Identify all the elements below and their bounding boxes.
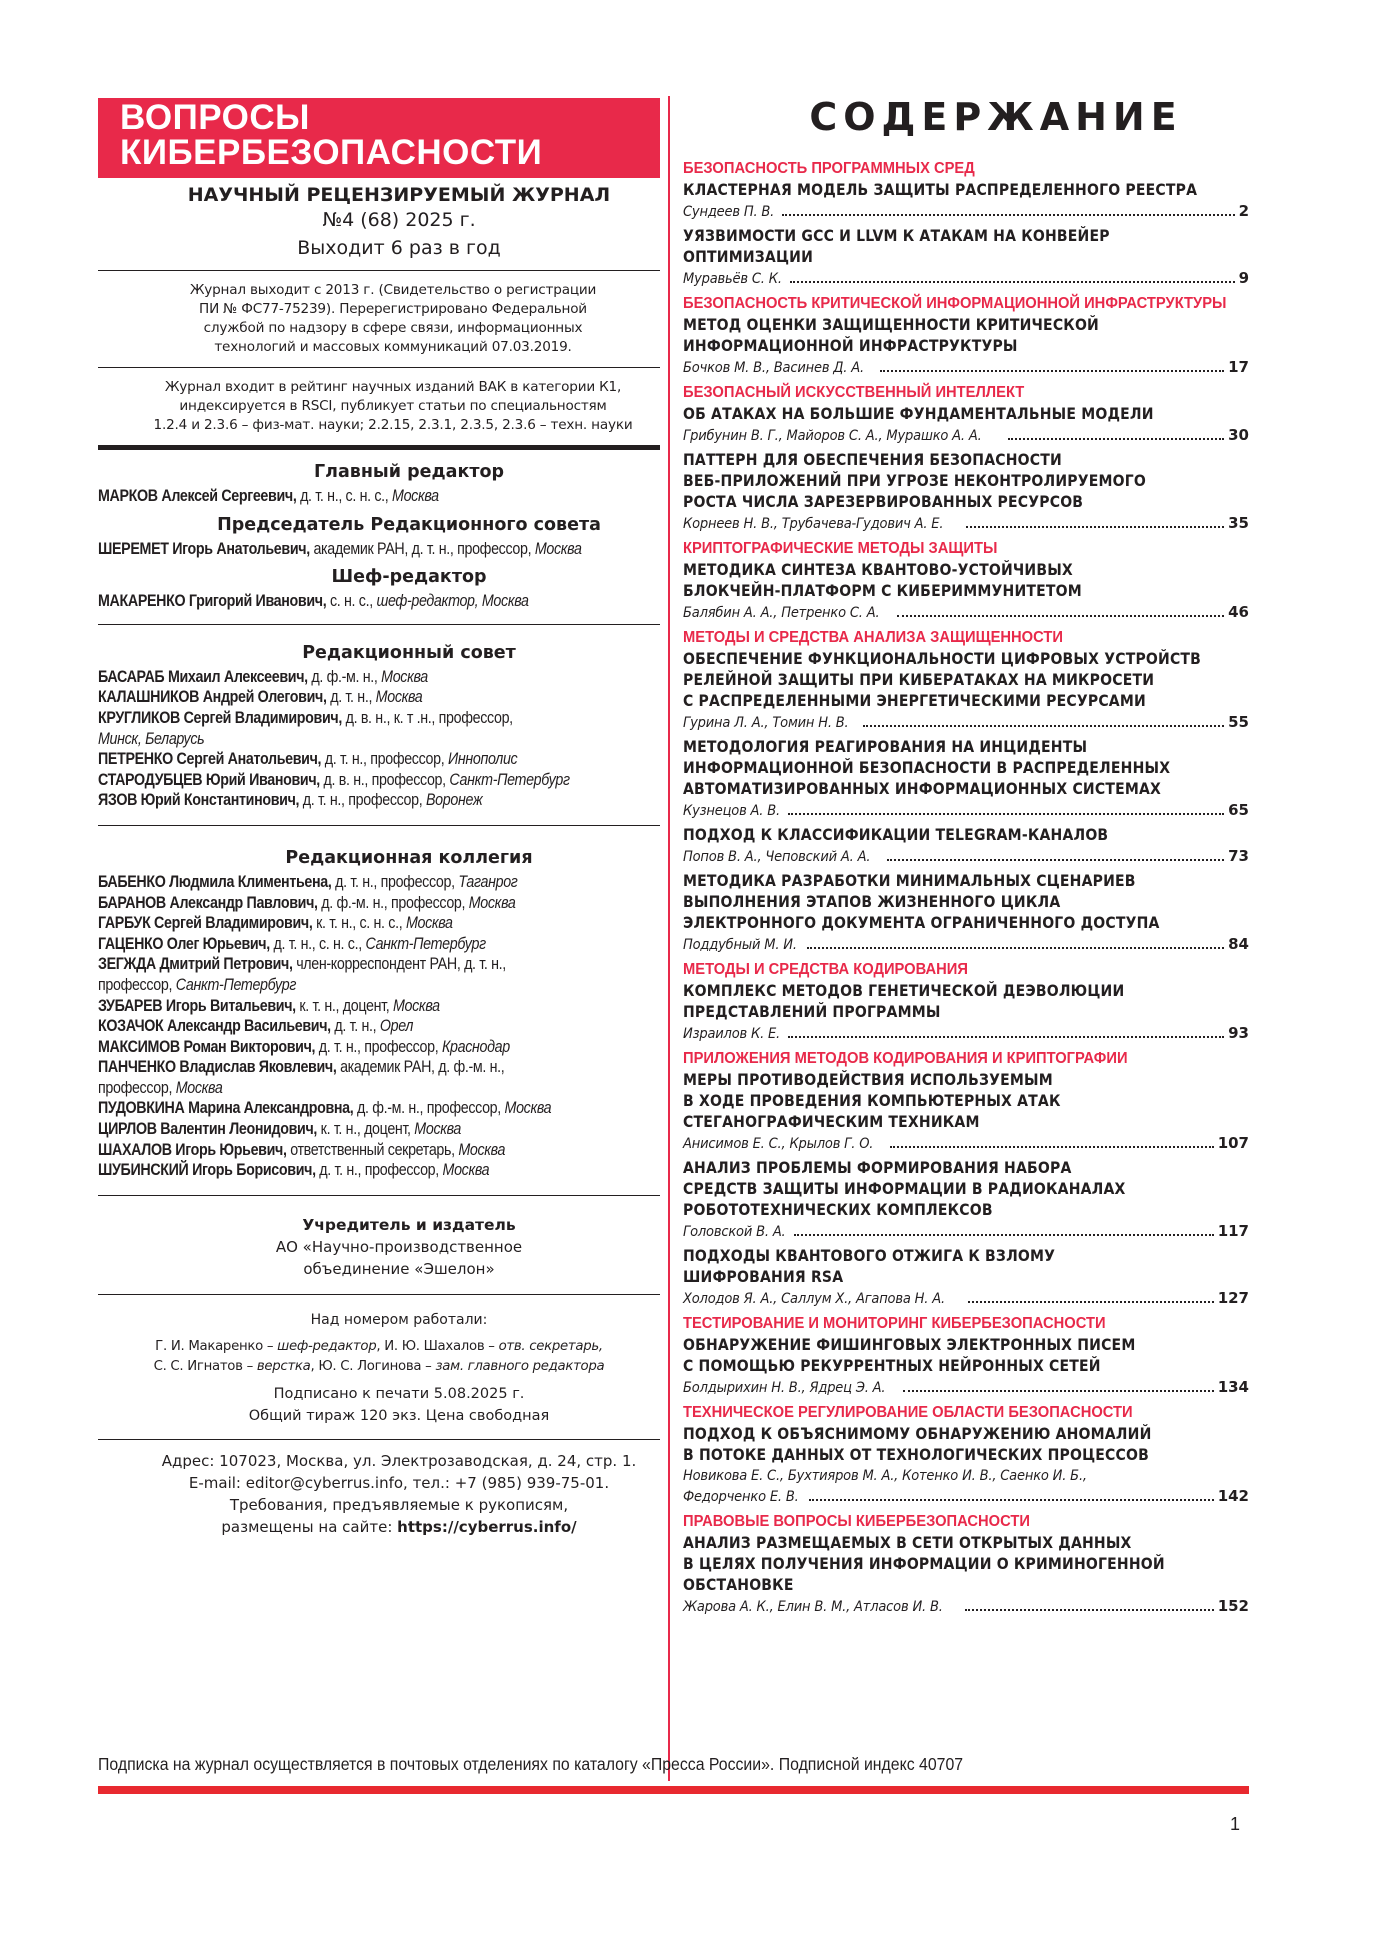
person-degree: ответственный секретарь,	[286, 1139, 459, 1159]
article-page: 46	[1228, 603, 1249, 621]
toc-article[interactable]	[683, 1424, 1249, 1507]
article-title: ШИФРОВАНИЯ RSA	[683, 1268, 844, 1286]
dot-leader	[809, 1499, 1214, 1501]
article-authors-line	[683, 1221, 1249, 1242]
article-title: ВЕБ-ПРИЛОЖЕНИЙ ПРИ УГРОЗЕ НЕКОНТРОЛИРУЕМОГО	[683, 472, 1147, 490]
member-entry	[98, 749, 659, 770]
article-title: МЕТОДИКА СИНТЕЗА КВАНТОВО-УСТОЙЧИВЫХ	[683, 561, 1073, 579]
member-entry-continued	[98, 975, 659, 996]
person-degree: д. ф.-м. н., профессор,	[353, 1098, 505, 1118]
publisher-line: АО «Научно-производственное	[275, 1237, 523, 1256]
person-city: Орел	[379, 1016, 414, 1036]
person-degree: академик РАН, д. ф.-м. н.,	[336, 1057, 505, 1077]
member-entry	[98, 1037, 659, 1058]
dot-leader	[890, 1146, 1214, 1148]
dot-leader	[880, 370, 1224, 372]
article-authors-line	[683, 1596, 1249, 1617]
article-authors: Федорченко Е. В.	[683, 1489, 799, 1505]
person-degree: с. н. с.,	[326, 591, 377, 611]
article-authors: Бочков М. В., Васинев Д. А.	[683, 360, 864, 376]
registration-line: технологий и массовых коммуникаций 07.03.2019.	[214, 339, 572, 355]
article-authors: Болдырихин Н. В., Ядрец Э. А.	[683, 1380, 886, 1396]
person-degree: д. т. н., профессор,	[299, 790, 426, 810]
toc-article[interactable]	[683, 404, 1249, 446]
dot-leader	[788, 1036, 1224, 1038]
person-city: Москва	[458, 1139, 506, 1159]
chief-editor-heading: Главный редактор	[313, 462, 505, 482]
person-city: Санкт-Петербург	[449, 769, 570, 789]
indexing-line: Журнал входит в рейтинг научных изданий ВАК в категории К1,	[164, 379, 622, 395]
crew-name: Г. И. Макаренко –	[155, 1338, 278, 1354]
article-authors-line	[683, 1377, 1249, 1398]
crew-role: отв. секретарь,	[498, 1338, 603, 1354]
member-entry	[98, 1140, 659, 1161]
article-title: СРЕДСТВ ЗАЩИТЫ ИНФОРМАЦИИ В РАДИОКАНАЛАХ	[683, 1180, 1126, 1198]
article-title: РОСТА ЧИСЛА ЗАРЕЗЕРВИРОВАННЫХ РЕСУРСОВ	[683, 493, 1084, 511]
person-name: БАБЕНКО Людмила Климентьена,	[98, 871, 332, 891]
indexing-line: индексируется в RSCI, публикует статьи по специальностям	[179, 398, 607, 414]
dot-leader	[1008, 438, 1225, 440]
registration-line: Журнал выходит с 2013 г. (Свидетельство о регистрации	[189, 282, 597, 298]
person-city: Таганрог	[458, 871, 518, 891]
person-degree: академик РАН, д. т. н., профессор,	[309, 538, 535, 558]
article-authors-line	[683, 934, 1249, 955]
article-title: МЕТОДИКА РАЗРАБОТКИ МИНИМАЛЬНЫХ СЦЕНАРИЕВ	[683, 872, 1136, 890]
article-page: 65	[1228, 801, 1249, 819]
crew-role: зам. главного редактора	[435, 1358, 605, 1374]
member-entry	[98, 687, 659, 708]
dot-leader	[968, 1301, 1214, 1303]
article-title: ПАТТЕРН ДЛЯ ОБЕСПЕЧЕНИЯ БЕЗОПАСНОСТИ	[683, 451, 1062, 469]
member-entry-continued	[98, 1078, 659, 1099]
article-authors: Холодов Я. А., Саллум Х., Агапова Н. А.	[683, 1291, 945, 1307]
article-authors-line	[683, 602, 1249, 623]
dot-leader	[794, 1234, 1213, 1236]
person-city: Москва	[405, 913, 453, 933]
person-name: БАРАНОВ Александр Павлович,	[98, 892, 318, 912]
person-city: Москва	[534, 538, 582, 558]
article-title: ВЫПОЛНЕНИЯ ЭТАПОВ ЖИЗНЕННОГО ЦИКЛА	[683, 893, 1061, 911]
journal-masthead	[98, 98, 660, 178]
person-degree: д. т. н., профессор,	[315, 1160, 443, 1180]
person-degree: д. т. н., с. н. с.,	[269, 933, 366, 953]
article-title: ПОДХОД К ОБЪЯСНИМОМУ ОБНАРУЖЕНИЮ АНОМАЛИЙ	[683, 1425, 1152, 1443]
crew-name: , Ю. С. Логинова –	[310, 1358, 436, 1374]
council-chair-heading: Председатель Редакционного совета	[217, 514, 601, 535]
person-name: СТАРОДУБЦЕВ Юрий Иванович,	[98, 769, 320, 789]
article-title: АНАЛИЗ РАЗМЕЩАЕМЫХ В СЕТИ ОТКРЫТЫХ ДАННЫХ	[683, 1534, 1132, 1552]
article-title: ОБЕСПЕЧЕНИЕ ФУНКЦИОНАЛЬНОСТИ ЦИФРОВЫХ УСТРОЙСТВ	[683, 650, 1202, 668]
person-degree: д. т. н.,	[326, 687, 376, 707]
dot-leader	[966, 526, 1224, 528]
article-title: КОМПЛЕКС МЕТОДОВ ГЕНЕТИЧЕСКОЙ ДЕЭВОЛЮЦИИ	[683, 982, 1125, 1000]
article-title: РОБОТОТЕХНИЧЕСКИХ КОМПЛЕКСОВ	[683, 1201, 993, 1219]
toc-article[interactable]	[683, 315, 1249, 378]
article-page: 93	[1228, 1024, 1249, 1042]
person-name: КАЛАШНИКОВ Андрей Олегович,	[98, 687, 327, 707]
article-page: 2	[1238, 202, 1249, 220]
toc-article[interactable]	[683, 1070, 1249, 1154]
article-authors-line	[683, 846, 1249, 867]
member-entry	[98, 708, 659, 729]
article-page: 30	[1228, 426, 1249, 444]
person-city: Иннополис	[447, 749, 518, 769]
article-title: ИНФОРМАЦИОННОЙ БЕЗОПАСНОСТИ В РАСПРЕДЕЛЕННЫХ	[683, 759, 1171, 777]
dot-leader	[788, 813, 1224, 815]
crew-heading: Над номером работали:	[310, 1311, 488, 1328]
person-name: ЗУБАРЕВ Игорь Витальевич,	[98, 995, 296, 1015]
member-entry	[98, 893, 659, 914]
toc-category: ПРИЛОЖЕНИЯ МЕТОДОВ КОДИРОВАНИЯ И КРИПТОГРАФИИ	[683, 1050, 1128, 1067]
person-city: Краснодар	[441, 1036, 510, 1056]
member-entry	[98, 954, 659, 975]
person-city: Москва	[381, 666, 428, 686]
council-heading: Редакционный совет	[302, 642, 516, 663]
person-name: МАКСИМОВ Роман Викторович,	[98, 1036, 316, 1056]
article-authors-line	[683, 1466, 1249, 1486]
crew-name: , И. Ю. Шахалов –	[376, 1338, 499, 1354]
article-authors: Израилов К. Е.	[683, 1026, 781, 1042]
toc-category: МЕТОДЫ И СРЕДСТВА АНАЛИЗА ЗАЩИЩЕННОСТИ	[683, 629, 1063, 646]
person-name: ЦИРЛОВ Валентин Леонидович,	[98, 1119, 318, 1139]
site-prefix: размещены на сайте:	[221, 1517, 398, 1536]
footer-red-bar	[98, 1786, 1249, 1794]
article-page: 142	[1217, 1487, 1249, 1505]
person-name: ГАЦЕНКО Олег Юрьевич,	[98, 933, 270, 953]
person-city: Москва	[392, 486, 439, 505]
article-title: ОБ АТАКАХ НА БОЛЬШИЕ ФУНДАМЕНТАЛЬНЫЕ МОДЕЛИ	[683, 405, 1154, 423]
article-title: АВТОМАТИЗИРОВАННЫХ ИНФОРМАЦИОННЫХ СИСТЕМАХ	[683, 780, 1162, 798]
subscription-info: Подписка на журнал осуществляется в почтовых отделениях по каталогу «Пресса России». Подписной индекс 40707	[98, 1754, 964, 1774]
article-title: ОПТИМИЗАЦИИ	[683, 248, 814, 266]
person-city: Санкт-Петербург	[175, 974, 297, 994]
person-name: МАКАРЕНКО Григорий Иванович,	[98, 591, 327, 611]
toc-article[interactable]	[683, 450, 1249, 534]
person-name: ЗЕГЖДА Дмитрий Петрович,	[98, 954, 293, 974]
circulation: Общий тираж 120 экз. Цена свободная	[248, 1407, 550, 1424]
member-entry	[98, 996, 659, 1017]
article-page: 35	[1228, 514, 1249, 532]
publisher-heading: Учредитель и издатель	[302, 1215, 516, 1234]
person-city: Москва	[414, 1119, 462, 1139]
member-entry	[98, 1160, 659, 1181]
person-name: ГАРБУК Сергей Владимирович,	[98, 913, 313, 933]
person-city: Воронеж	[425, 790, 483, 810]
member-entry	[98, 872, 659, 893]
toc-article[interactable]	[683, 981, 1249, 1044]
dot-leader	[897, 615, 1225, 617]
toc-category: БЕЗОПАСНЫЙ ИСКУССТВЕННЫЙ ИНТЕЛЛЕКТ	[683, 384, 1025, 401]
site-line	[138, 1516, 660, 1538]
person-degree: к. т. н., доцент,	[317, 1119, 415, 1139]
member-entry	[98, 667, 659, 688]
person-degree: д. в. н., к. т .н., профессор,	[341, 707, 513, 727]
person-city: Минск, Беларусь	[98, 728, 205, 748]
person-degree: профессор,	[98, 974, 176, 994]
article-authors: Сундеев П. В.	[683, 204, 775, 220]
article-title: В ЦЕЛЯХ ПОЛУЧЕНИЯ ИНФОРМАЦИИ О КРИМИНОГЕННОЙ	[683, 1555, 1165, 1573]
member-entry	[98, 1119, 659, 1140]
article-authors-line	[683, 1023, 1249, 1044]
article-page: 9	[1238, 269, 1249, 287]
article-authors: Грибунин В. Г., Майоров С. А., Мурашко А. А.	[683, 428, 982, 444]
person-name: ПАНЧЕНКО Владислав Яковлевич,	[98, 1057, 337, 1077]
board-heading: Редакционная коллегия	[285, 847, 533, 868]
person-name: ШАХАЛОВ Игорь Юрьевич,	[98, 1139, 287, 1159]
article-page: 84	[1228, 935, 1249, 953]
article-title: В ПОТОКЕ ДАННЫХ ОТ ТЕХНОЛОГИЧЕСКИХ ПРОЦЕССОВ	[683, 1446, 1150, 1464]
person-degree: к. т. н., доцент,	[295, 995, 394, 1015]
journal-subtitle: НАУЧНЫЙ РЕЦЕНЗИРУЕМЫЙ ЖУРНАЛ	[187, 184, 611, 206]
requirements: Требования, предъявляемые к рукописям,	[229, 1495, 569, 1514]
person-name: ЯЗОВ Юрий Константинович,	[98, 790, 300, 810]
dot-leader	[790, 281, 1234, 283]
article-authors-line	[683, 800, 1249, 821]
article-authors-line	[683, 357, 1249, 378]
article-authors-line	[683, 1288, 1249, 1309]
person-city: шеф-редактор, Москва	[376, 591, 529, 611]
email-phone: E-mail: editor@cyberrus.info, тел.: +7 (985) 939-75-01.	[188, 1473, 610, 1492]
toc-article[interactable]	[683, 180, 1249, 222]
publisher-line: объединение «Эшелон»	[303, 1259, 495, 1278]
toc-category: МЕТОДЫ И СРЕДСТВА КОДИРОВАНИЯ	[683, 961, 968, 978]
article-authors: Балябин А. А., Петренко С. А.	[683, 605, 880, 621]
person-city: Москва	[442, 1160, 490, 1180]
toc-list	[683, 158, 1249, 1617]
person-degree: профессор,	[98, 1077, 176, 1097]
dot-leader	[863, 725, 1224, 727]
toc-category: ТЕСТИРОВАНИЕ И МОНИТОРИНГ КИБЕРБЕЗОПАСНОСТИ	[683, 1315, 1106, 1332]
dot-leader	[782, 214, 1235, 216]
article-authors-line	[683, 268, 1249, 289]
article-authors-line	[683, 1486, 1249, 1507]
masthead-line-2: КИБЕРБЕЗОПАСНОСТИ	[120, 133, 543, 172]
article-title: РЕЛЕЙНОЙ ЗАЩИТЫ ПРИ КИБЕРАТАКАХ НА МИКРОСЕТИ	[683, 671, 1155, 689]
person-name: КРУГЛИКОВ Сергей Владимирович,	[98, 707, 342, 727]
toc-article[interactable]	[683, 1158, 1249, 1242]
chief-editor	[98, 486, 659, 507]
article-authors-line	[683, 425, 1249, 446]
article-authors: Жарова А. К., Елин В. М., Атласов И. В.	[683, 1599, 943, 1615]
toc-category: ПРАВОВЫЕ ВОПРОСЫ КИБЕРБЕЗОПАСНОСТИ	[683, 1513, 1030, 1530]
article-authors: Попов В. А., Чеповский А. А.	[683, 849, 871, 865]
person-name: БАСАРАБ Михаил Алексеевич,	[98, 666, 308, 686]
member-entry	[98, 770, 659, 791]
article-authors-line	[683, 712, 1249, 733]
signed-date: Подписано к печати 5.08.2025 г.	[273, 1385, 525, 1402]
article-page: 134	[1217, 1378, 1249, 1396]
toc-article[interactable]	[683, 560, 1249, 623]
person-name: МАРКОВ Алексей Сергеевич,	[98, 486, 297, 505]
article-title: В ХОДЕ ПРОВЕДЕНИЯ КОМПЬЮТЕРНЫХ АТАК	[683, 1092, 1061, 1110]
person-city: Москва	[504, 1098, 552, 1118]
person-degree: член-корреспондент РАН, д. т. н.,	[292, 954, 506, 974]
article-page: 152	[1217, 1597, 1249, 1615]
member-entry	[98, 1098, 659, 1119]
article-title: СТЕГАНОГРАФИЧЕСКИМ ТЕХНИКАМ	[683, 1113, 980, 1131]
crew-role: верстка	[256, 1358, 311, 1374]
toc-article[interactable]	[683, 649, 1249, 733]
person-city: Санкт-Петербург	[365, 933, 486, 953]
article-page: 17	[1228, 358, 1249, 376]
article-title: ПОДХОДЫ КВАНТОВОГО ОТЖИГА К ВЗЛОМУ	[683, 1247, 1056, 1265]
crew-line	[98, 1337, 660, 1357]
toc-article[interactable]	[683, 226, 1249, 289]
managing-editor	[98, 591, 659, 612]
member-entry	[98, 790, 659, 811]
article-authors-line	[683, 1133, 1249, 1154]
masthead-column	[98, 98, 660, 1538]
toc-category: БЕЗОПАСНОСТЬ КРИТИЧЕСКОЙ ИНФОРМАЦИОННОЙ ИНФРАСТРУКТУРЫ	[683, 295, 1227, 312]
article-authors-line	[683, 513, 1249, 534]
person-degree: д. т. н., профессор,	[321, 749, 448, 769]
article-title: ПРЕДСТАВЛЕНИЙ ПРОГРАММЫ	[683, 1003, 941, 1021]
article-authors: Головской В. А.	[683, 1224, 786, 1240]
article-title: С РАСПРЕДЕЛЕННЫМИ ЭНЕРГЕТИЧЕСКИМИ РЕСУРСАМИ	[683, 692, 1146, 710]
council-chair	[98, 539, 659, 560]
article-title: МЕРЫ ПРОТИВОДЕЙСТВИЯ ИСПОЛЬЗУЕМЫМ	[683, 1071, 1053, 1089]
article-authors-line	[683, 201, 1249, 222]
article-authors: Гурина Л. А., Томин Н. В.	[683, 715, 849, 731]
person-degree: д. т. н., профессор,	[331, 871, 459, 891]
article-authors: Поддубный М. И.	[683, 937, 797, 953]
article-title: БЛОКЧЕЙН-ПЛАТФОРМ С КИБЕРИММУНИТЕТОМ	[683, 582, 1082, 600]
article-title: ОБСТАНОВКЕ	[683, 1576, 794, 1594]
article-title: КЛАСТЕРНАЯ МОДЕЛЬ ЗАЩИТЫ РАСПРЕДЕЛЕННОГО РЕЕСТРА	[683, 181, 1198, 199]
article-authors: Кузнецов А. В.	[683, 803, 780, 819]
article-title: МЕТОД ОЦЕНКИ ЗАЩИЩЕННОСТИ КРИТИЧЕСКОЙ	[683, 316, 1099, 334]
page-number: 1	[1230, 1814, 1241, 1834]
person-name: ШЕРЕМЕТ Игорь Анатольевич,	[98, 538, 310, 558]
masthead-line-1: ВОПРОСЫ	[120, 98, 310, 137]
person-city: Москва	[393, 995, 440, 1015]
person-degree: д. т. н., профессор,	[315, 1036, 442, 1056]
dot-leader	[965, 1609, 1213, 1611]
article-title: ПОДХОД К КЛАССИФИКАЦИИ TELEGRAM-КАНАЛОВ	[683, 826, 1109, 844]
person-degree: д. ф.-м. н.,	[307, 666, 382, 686]
person-name: ПУДОВКИНА Марина Александровна,	[98, 1098, 354, 1118]
address: Адрес: 107023, Москва, ул. Электрозаводская, д. 24, стр. 1.	[161, 1451, 637, 1470]
person-degree: д. ф.-м. н., профессор,	[317, 892, 469, 912]
person-name: ПЕТРЕНКО Сергей Анатольевич,	[98, 749, 322, 769]
indexing-info	[98, 368, 660, 441]
article-title: ЭЛЕКТРОННОГО ДОКУМЕНТА ОГРАНИЧЕННОГО ДОСТУПА	[683, 914, 1160, 932]
article-title: УЯЗВИМОСТИ GCC И LLVM К АТАКАМ НА КОНВЕЙЕР	[683, 227, 1110, 245]
toc-article[interactable]	[683, 1246, 1249, 1309]
crew-role: шеф-редактор	[277, 1338, 377, 1354]
dot-leader	[807, 947, 1224, 949]
registration-info	[98, 271, 660, 363]
person-city: Москва	[468, 892, 516, 912]
article-title: С ПОМОЩЬЮ РЕКУРРЕНТНЫХ НЕЙРОННЫХ СЕТЕЙ	[683, 1357, 1101, 1375]
toc-article[interactable]	[683, 737, 1249, 821]
article-authors: Анисимов Е. С., Крылов Г. О.	[683, 1136, 874, 1152]
board-list	[98, 872, 660, 1181]
article-page: 127	[1217, 1289, 1249, 1307]
issue-number: №4 (68) 2025 г.	[322, 209, 476, 231]
toc-title: СОДЕРЖАНИЕ	[809, 95, 1183, 139]
column-divider	[668, 96, 670, 1781]
article-authors: Корнеев Н. В., Трубачева-Гудович А. Е.	[683, 516, 944, 532]
person-city: Москва	[175, 1077, 223, 1097]
member-entry	[98, 1057, 659, 1078]
member-entry	[98, 1016, 659, 1037]
person-name: КОЗАЧОК Александр Васильевич,	[98, 1016, 331, 1036]
indexing-line: 1.2.4 и 2.3.6 – физ-мат. науки; 2.2.15, 2.3.1, 2.3.5, 2.3.6 – техн. науки	[153, 417, 633, 433]
article-page: 107	[1217, 1134, 1249, 1152]
person-degree: д. т. н.,	[330, 1016, 380, 1036]
article-authors: Новикова Е. С., Бухтияров М. А., Котенко И. В., Саенко И. Б.,	[683, 1468, 1087, 1484]
person-degree: к. т. н., с. н. с.,	[312, 913, 406, 933]
table-of-contents	[683, 92, 1249, 1621]
publication-frequency: Выходит 6 раз в год	[297, 237, 501, 259]
article-authors: Муравьёв С. К.	[683, 271, 782, 287]
toc-category: БЕЗОПАСНОСТЬ ПРОГРАММНЫХ СРЕД	[683, 160, 975, 177]
member-entry	[98, 913, 659, 934]
toc-article[interactable]	[683, 871, 1249, 955]
dot-leader	[887, 859, 1225, 861]
toc-article[interactable]	[683, 825, 1249, 867]
toc-category: КРИПТОГРАФИЧЕСКИЕ МЕТОДЫ ЗАЩИТЫ	[683, 540, 998, 557]
registration-line: службой по надзору в сфере связи, информационных	[203, 320, 583, 336]
managing-editor-heading: Шеф-редактор	[331, 567, 487, 588]
person-degree: д. т. н., с. н. с.,	[296, 486, 393, 505]
article-title: ИНФОРМАЦИОННОЙ ИНФРАСТРУКТУРЫ	[683, 337, 1018, 355]
registration-line: ПИ № ФС77-75239). Перерегистрировано Федеральной	[199, 301, 587, 317]
person-degree: д. в. н., профессор,	[319, 769, 450, 789]
article-title: ОБНАРУЖЕНИЕ ФИШИНГОВЫХ ЭЛЕКТРОННЫХ ПИСЕМ	[683, 1336, 1136, 1354]
dot-leader	[903, 1390, 1214, 1392]
toc-category: ТЕХНИЧЕСКОЕ РЕГУЛИРОВАНИЕ ОБЛАСТИ БЕЗОПАСНОСТИ	[683, 1404, 1133, 1421]
person-city: Москва	[375, 687, 423, 707]
article-title: МЕТОДОЛОГИЯ РЕАГИРОВАНИЯ НА ИНЦИДЕНТЫ	[683, 738, 1088, 756]
crew-line	[98, 1357, 660, 1377]
person-name: ШУБИНСКИЙ Игорь Борисович,	[98, 1160, 316, 1180]
article-page: 73	[1228, 847, 1249, 865]
site-link[interactable]: https://cyberrus.info/	[397, 1517, 577, 1536]
crew-name: С. С. Игнатов –	[153, 1358, 257, 1374]
toc-article[interactable]	[683, 1533, 1249, 1617]
council-list	[98, 667, 660, 811]
article-title: АНАЛИЗ ПРОБЛЕМЫ ФОРМИРОВАНИЯ НАБОРА	[683, 1159, 1072, 1177]
article-page: 55	[1228, 713, 1249, 731]
toc-article[interactable]	[683, 1335, 1249, 1398]
member-entry-continued	[98, 729, 659, 750]
member-entry	[98, 934, 659, 955]
article-page: 117	[1217, 1222, 1249, 1240]
